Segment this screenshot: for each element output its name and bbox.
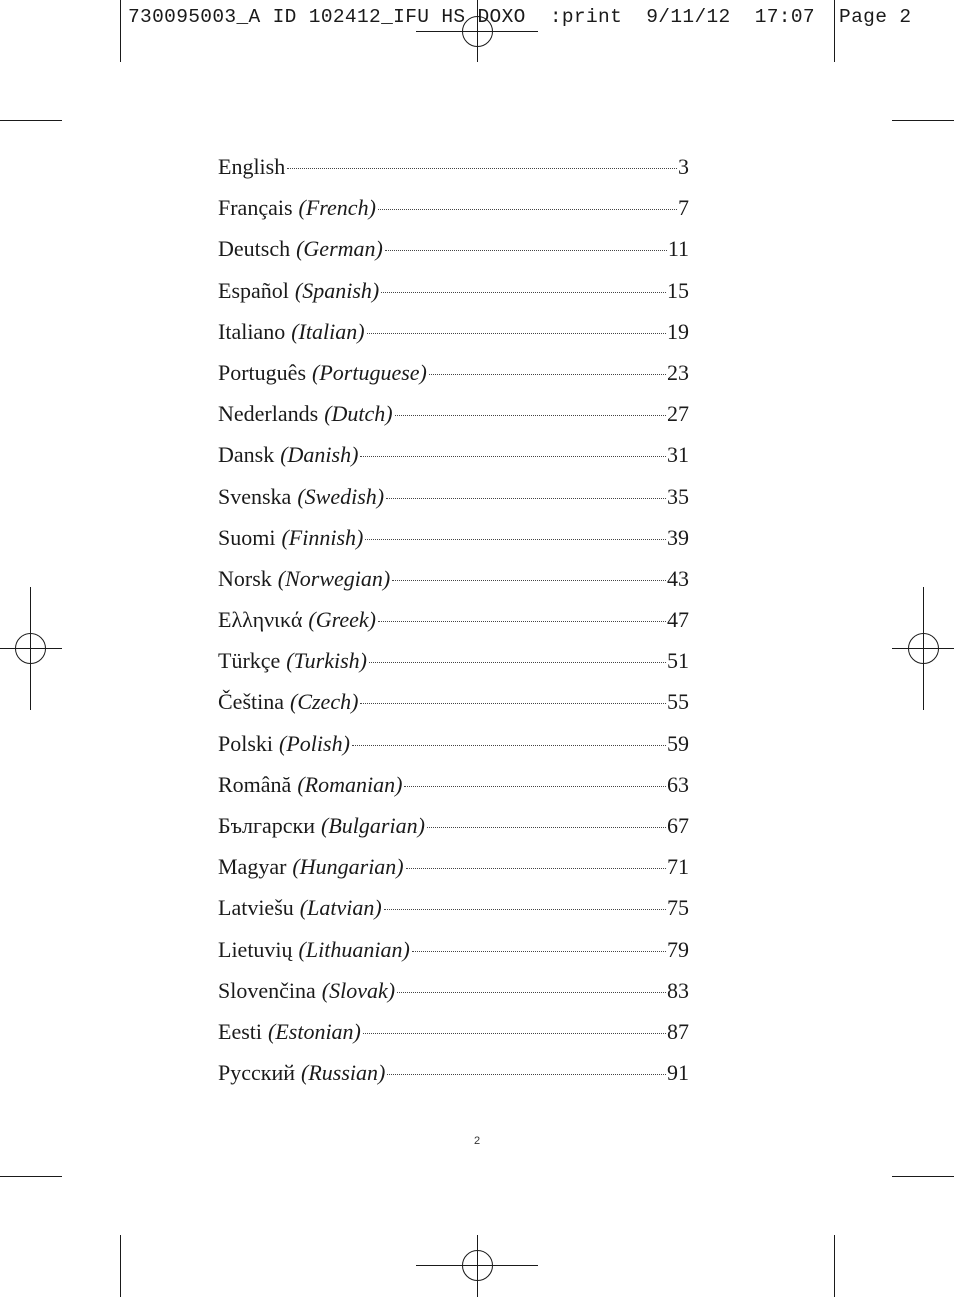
toc-entry-page-number: 31: [667, 442, 689, 468]
toc-entry-language: Português: [218, 359, 306, 385]
toc-entry-language: Türkçe: [218, 648, 281, 674]
toc-entry-page-number: 19: [667, 318, 689, 344]
toc-entry-page-number: 7: [678, 195, 689, 221]
toc-entry-english-name: (Lithuanian): [298, 936, 410, 962]
toc-entry: [218, 599, 689, 640]
toc-entry-english-name: (Greek): [308, 607, 376, 633]
toc-entry: [218, 805, 689, 846]
dot-leader: [369, 662, 666, 663]
table-of-contents: [218, 146, 689, 1093]
toc-entry-page-number: 51: [667, 648, 689, 674]
toc-entry-page-number: 39: [667, 524, 689, 550]
toc-entry-english-name: (Hungarian): [292, 854, 404, 880]
toc-entry-language: Русский: [218, 1060, 295, 1086]
toc-entry-english-name: (Turkish): [286, 648, 367, 674]
dot-leader: [395, 415, 666, 416]
toc-entry: [218, 929, 689, 970]
print-slug: 730095003_A ID 102412_IFU HS DOXO :print 9/11/12 17:07 Page 2: [128, 6, 912, 28]
dot-leader: [365, 539, 666, 540]
toc-entry-english-name: (Russian): [301, 1060, 386, 1086]
registration-mark-right: [892, 587, 954, 710]
toc-entry-page-number: 87: [667, 1018, 689, 1044]
toc-entry-page-number: 35: [667, 483, 689, 509]
toc-entry: [218, 146, 689, 187]
toc-entry-page-number: 59: [667, 730, 689, 756]
registration-mark-bottom: [416, 1235, 538, 1297]
toc-entry: [218, 187, 689, 228]
page-number: 2: [473, 1135, 481, 1147]
toc-entry: [218, 970, 689, 1011]
toc-entry-language: Lietuvių: [218, 936, 293, 962]
toc-entry-english-name: (Spanish): [294, 277, 380, 303]
toc-entry-page-number: 27: [667, 401, 689, 427]
toc-entry-language: Deutsch: [218, 236, 291, 262]
toc-entry-page-number: 43: [667, 565, 689, 591]
toc-entry: [218, 764, 689, 805]
dot-leader: [429, 374, 666, 375]
toc-entry: [218, 228, 689, 269]
toc-entry-english-name: (Swedish): [297, 483, 385, 509]
dot-leader: [360, 703, 666, 704]
toc-entry-english-name: (Dutch): [324, 401, 393, 427]
toc-entry-english-name: (Finnish): [281, 524, 364, 550]
toc-entry: [218, 311, 689, 352]
toc-entry: [218, 681, 689, 722]
toc-entry: [218, 723, 689, 764]
toc-entry-page-number: 15: [667, 277, 689, 303]
toc-entry: [218, 476, 689, 517]
dot-leader: [360, 456, 666, 457]
toc-entry-language: Български: [218, 813, 316, 838]
toc-entry-page-number: 3: [678, 154, 689, 179]
toc-entry-page-number: 55: [667, 689, 689, 715]
dot-leader: [378, 621, 666, 622]
toc-entry-page-number: 91: [667, 1060, 689, 1086]
toc-entry-language: Latviešu: [218, 895, 294, 921]
dot-leader: [397, 992, 666, 993]
dot-leader: [287, 168, 677, 169]
toc-entry: [218, 270, 689, 311]
toc-entry-language: Suomi: [218, 524, 276, 550]
toc-entry: [218, 352, 689, 393]
registration-mark-left: [0, 587, 62, 710]
toc-entry-english-name: (Bulgarian): [321, 813, 425, 838]
toc-entry: [218, 1052, 689, 1093]
toc-entry-english-name: (Polish): [279, 730, 350, 756]
toc-entry-language: Français: [218, 195, 293, 221]
dot-leader: [412, 951, 666, 952]
dot-leader: [384, 909, 666, 910]
toc-entry: [218, 887, 689, 928]
dot-leader: [385, 250, 667, 251]
toc-entry-page-number: 11: [667, 236, 689, 262]
dot-leader: [406, 868, 666, 869]
toc-entry-page-number: 47: [667, 607, 689, 633]
toc-entry-english-name: (Czech): [290, 689, 359, 715]
toc-entry: [218, 517, 689, 558]
toc-entry-page-number: 23: [667, 359, 689, 385]
toc-entry-language: Polski: [218, 730, 274, 756]
dot-leader: [367, 333, 666, 334]
toc-entry-english-name: (Slovak): [321, 977, 396, 1003]
toc-entry-english-name: (French): [298, 195, 376, 221]
toc-entry-language: Magyar: [218, 854, 287, 880]
toc-entry-language: English: [218, 154, 286, 179]
toc-entry-page-number: 83: [667, 977, 689, 1003]
toc-entry: [218, 393, 689, 434]
toc-entry-page-number: 63: [667, 771, 689, 797]
dot-leader: [404, 786, 666, 787]
toc-entry-page-number: 71: [667, 854, 689, 880]
toc-entry-english-name: (Portuguese): [312, 359, 427, 385]
toc-entry-language: Dansk: [218, 442, 275, 468]
dot-leader: [386, 498, 666, 499]
dot-leader: [352, 745, 666, 746]
toc-entry-english-name: (German): [296, 236, 383, 262]
toc-entry-english-name: (Italian): [291, 318, 365, 344]
dot-leader: [427, 827, 666, 828]
dot-leader: [381, 292, 666, 293]
toc-entry-language: Română: [218, 771, 292, 797]
toc-entry-language: Nederlands: [218, 401, 319, 427]
toc-entry-page-number: 75: [667, 895, 689, 921]
toc-entry-page-number: 79: [667, 936, 689, 962]
toc-entry-english-name: (Latvian): [299, 895, 382, 921]
toc-entry-language: Ελληνικά: [218, 607, 303, 633]
toc-entry: [218, 640, 689, 681]
dot-leader: [363, 1033, 666, 1034]
dot-leader: [387, 1074, 666, 1075]
toc-entry: [218, 1011, 689, 1052]
dot-leader: [392, 580, 666, 581]
toc-entry-english-name: (Estonian): [268, 1018, 361, 1044]
toc-entry: [218, 558, 689, 599]
toc-entry-english-name: (Romanian): [297, 771, 403, 797]
toc-entry-language: Español: [218, 277, 289, 303]
toc-entry-language: Svenska: [218, 483, 292, 509]
toc-entry: [218, 434, 689, 475]
toc-entry-english-name: (Danish): [280, 442, 359, 468]
toc-entry-language: Italiano: [218, 318, 286, 344]
toc-entry-language: Čeština: [218, 689, 284, 715]
toc-entry: [218, 846, 689, 887]
toc-entry-english-name: (Norwegian): [277, 565, 391, 591]
toc-entry-language: Slovenčina: [218, 977, 316, 1003]
toc-entry-page-number: 67: [667, 813, 689, 838]
toc-entry-language: Eesti: [218, 1018, 262, 1044]
toc-entry-language: Norsk: [218, 565, 272, 591]
dot-leader: [378, 209, 677, 210]
